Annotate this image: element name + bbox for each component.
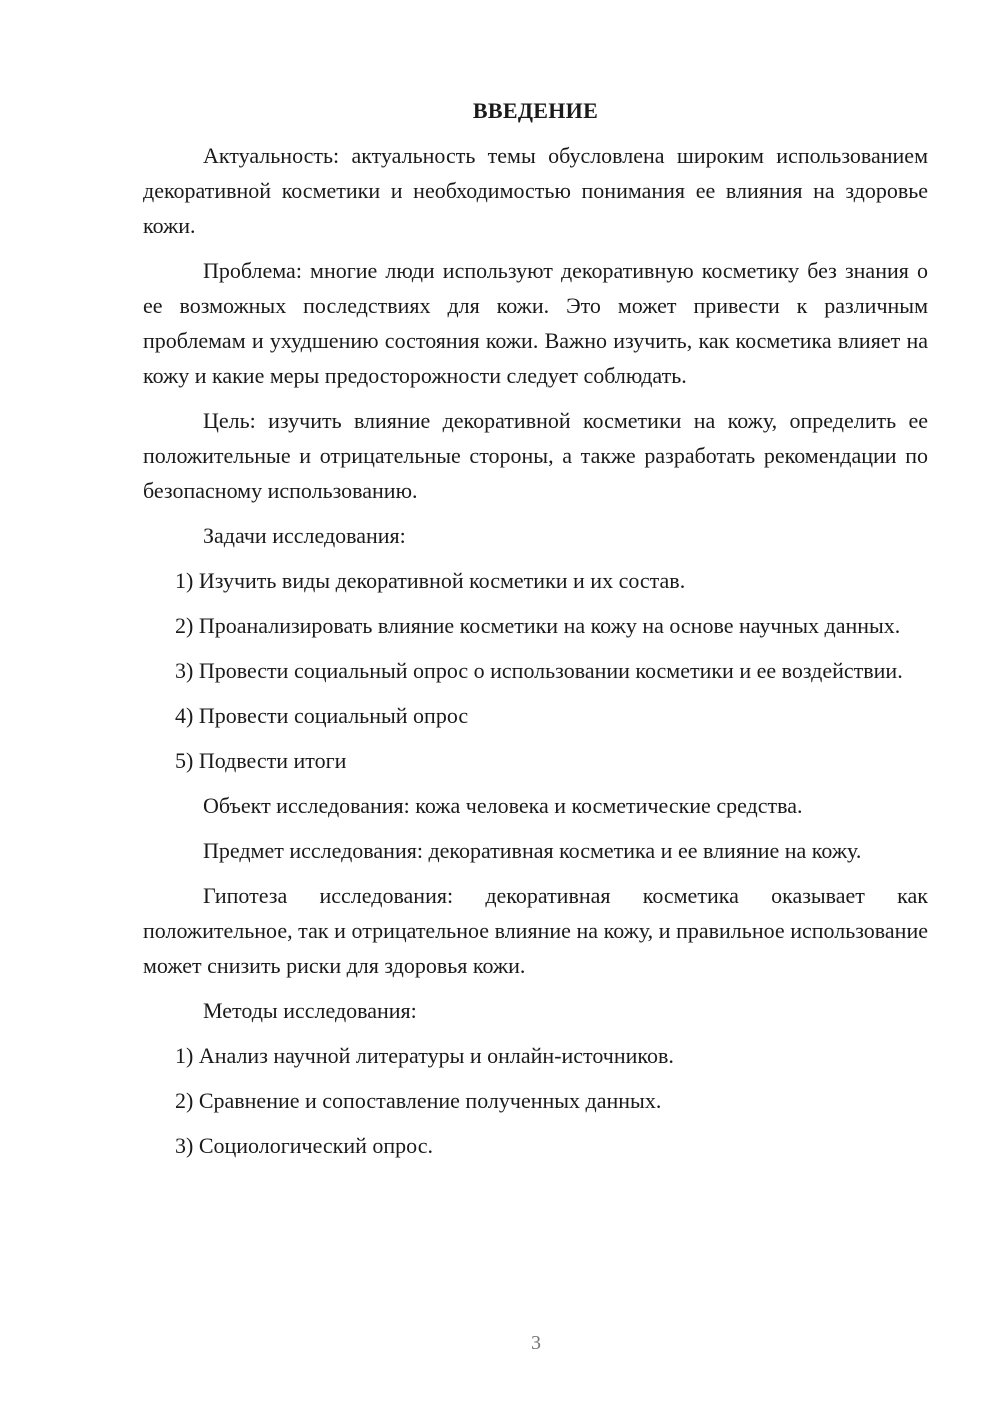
task-item: 4) Провести социальный опрос	[175, 703, 469, 728]
task-item: 2) Проанализировать влияние косметики на кожу на основе научных данных.	[175, 613, 901, 638]
method-item: 1) Анализ научной литературы и онлайн-источников.	[175, 1043, 674, 1068]
method-item: 2) Сравнение и сопоставление полученных данных.	[175, 1088, 662, 1113]
object-paragraph: Объект исследования: кожа человека и косметические средства.	[203, 793, 803, 818]
page-number: 3	[531, 1332, 541, 1354]
task-item: 5) Подвести итоги	[175, 748, 347, 773]
method-item: 3) Социологический опрос.	[175, 1133, 433, 1158]
subject-paragraph: Предмет исследования: декоративная косметика и ее влияние на кожу.	[203, 838, 862, 863]
section-title: ВВЕДЕНИЕ	[472, 98, 599, 123]
document-page	[143, 94, 928, 1173]
task-item: 3) Провести социальный опрос о использовании косметики и ее воздействии.	[175, 658, 903, 683]
problem-paragraph: Проблема: многие люди используют декоративную косметику без знания о ее возможных последствиях для кожи. Это может привести к различным проблемам и ухудшению состояния кожи. Важно изучить, как косметика влияет на кожу и какие меры предосторожности следует соблюдать.	[143, 258, 928, 388]
goal-paragraph: Цель: изучить влияние декоративной косметики на кожу, определить ее положительные и отрицательные стороны, а также разработать рекомендации по безопасному использованию.	[143, 408, 928, 503]
methods-heading: Методы исследования:	[203, 998, 417, 1023]
task-item: 1) Изучить виды декоративной косметики и их состав.	[175, 568, 686, 593]
hypothesis-paragraph: Гипотеза исследования: декоративная косметика оказывает как положительное, так и отрицательное влияние на кожу, и правильное использование может снизить риски для здоровья кожи.	[143, 883, 928, 978]
tasks-heading: Задачи исследования:	[203, 523, 406, 548]
relevance-paragraph: Актуальность: актуальность темы обусловлена широким использованием декоративной косметики и необходимостью понимания ее влияния на здоровье кожи.	[143, 143, 928, 238]
